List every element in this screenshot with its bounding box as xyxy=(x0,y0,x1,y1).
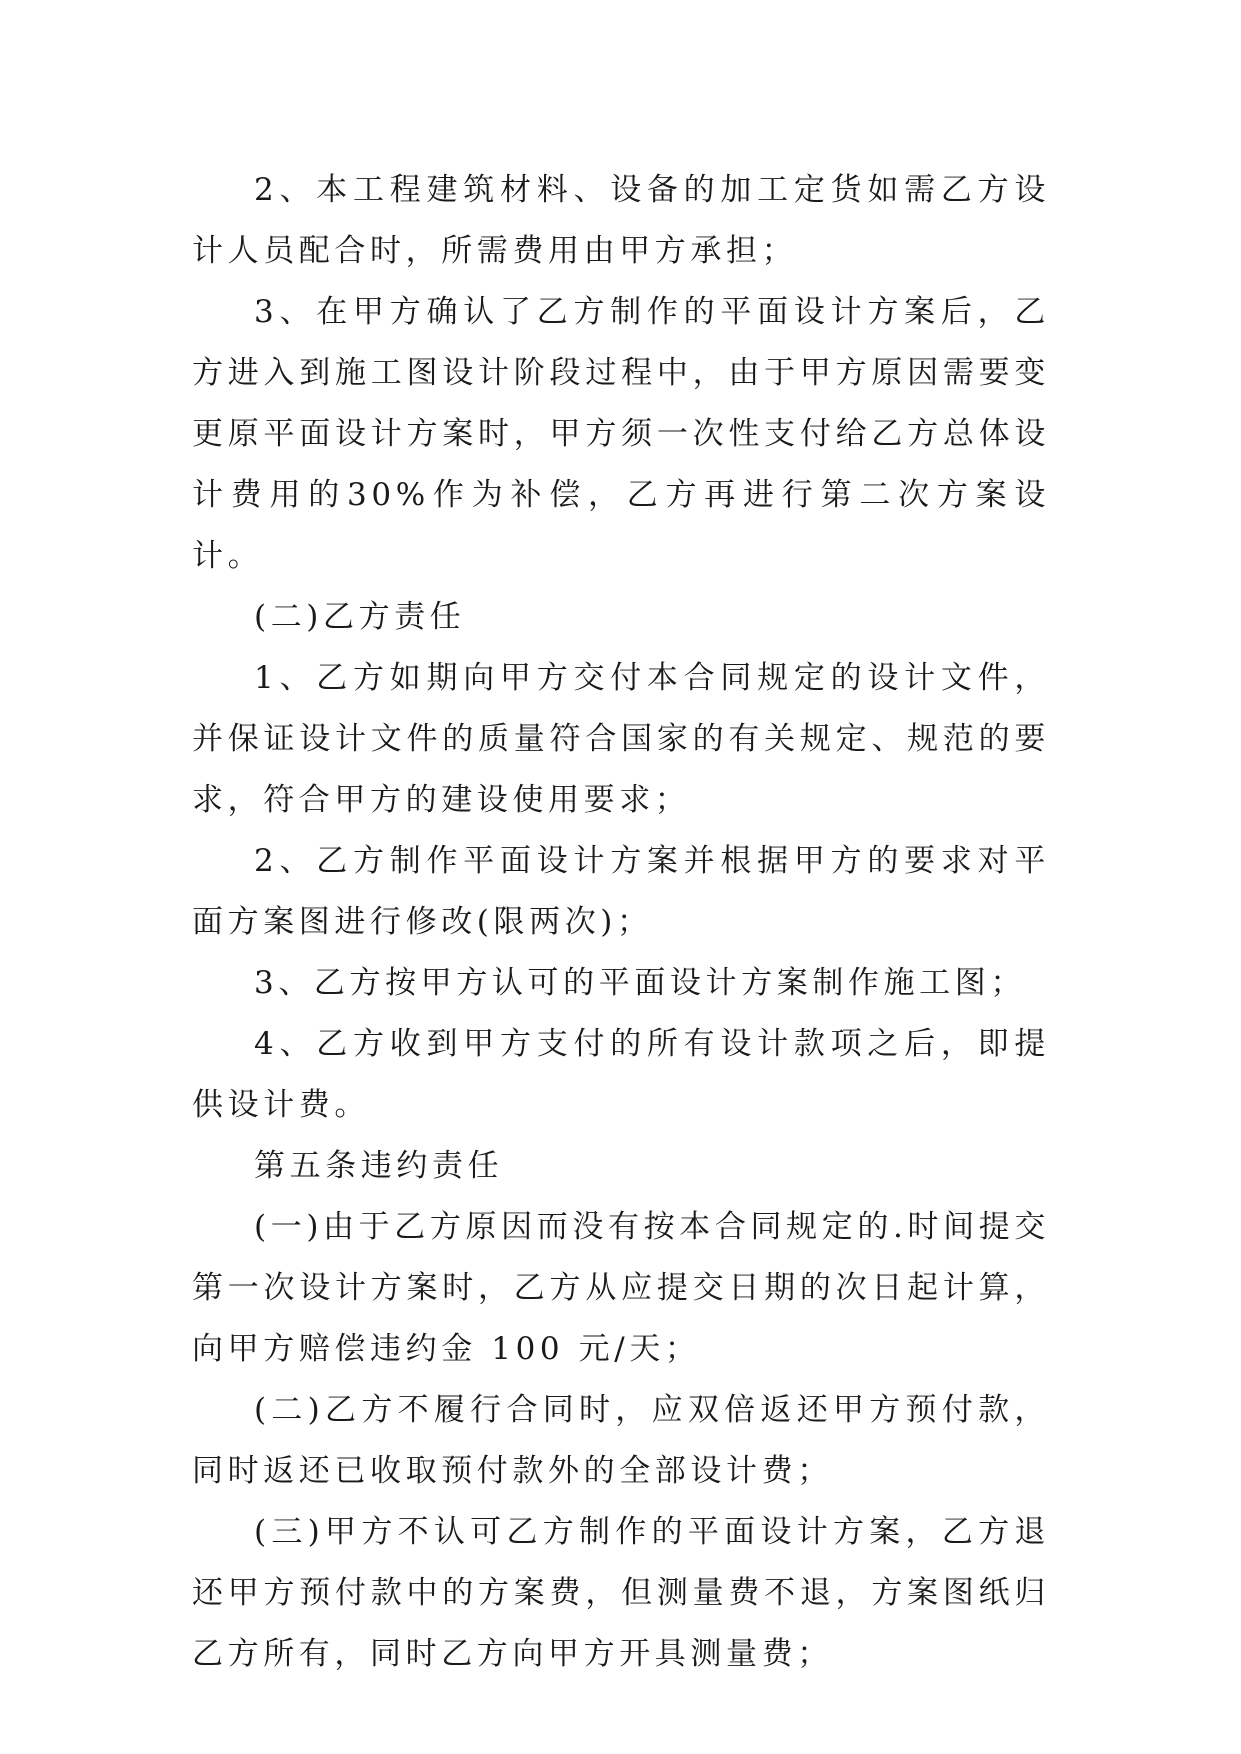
section-heading-party-b-responsibility: (二)乙方责任 xyxy=(254,599,466,635)
paragraph-item-2-plan-revisions: 2、乙方制作平面设计方案并根据甲方的要求对平面方案图进行修改(限两次)； xyxy=(192,843,1050,940)
paragraph-item-3-plan-change-compensation: 3、在甲方确认了乙方制作的平面设计方案后，乙方进入到施工图设计阶段过程中，由于甲方原因需要变更原平面设计方案时，甲方须一次性支付给乙方总体设计费用的30%作为补偿，乙方再进行第二次方案设计。 xyxy=(192,294,1050,574)
document-body xyxy=(192,160,1050,1685)
paragraph-item-4-design-fee: 4、乙方收到甲方支付的所有设计款项之后，即提供设计费。 xyxy=(192,1026,1050,1123)
paragraph-breach-1-late-submission: (一)由于乙方原因而没有按本合同规定的.时间提交第一次设计方案时，乙方从应提交日期的次日起计算，向甲方赔偿违约金 100 元/天； xyxy=(192,1209,1050,1367)
paragraph-item-1-deliver-design-files: 1、乙方如期向甲方交付本合同规定的设计文件，并保证设计文件的质量符合国家的有关规定、规范的要求，符合甲方的建设使用要求； xyxy=(192,660,1050,818)
paragraph-breach-2-non-performance: (二)乙方不履行合同时，应双倍返还甲方预付款，同时返还已收取预付款外的全部设计费； xyxy=(192,1392,1050,1489)
paragraph-item-3-construction-drawings: 3、乙方按甲方认可的平面设计方案制作施工图； xyxy=(254,965,1026,1001)
paragraph-breach-3-plan-rejection: (三)甲方不认可乙方制作的平面设计方案，乙方退还甲方预付款中的方案费，但测量费不退，方案图纸归乙方所有，同时乙方向甲方开具测量费； xyxy=(192,1514,1050,1672)
paragraph-item-2-material-orders: 2、本工程建筑材料、设备的加工定货如需乙方设计人员配合时，所需费用由甲方承担； xyxy=(192,172,1050,269)
article-heading-breach-liability: 第五条违约责任 xyxy=(254,1148,504,1184)
